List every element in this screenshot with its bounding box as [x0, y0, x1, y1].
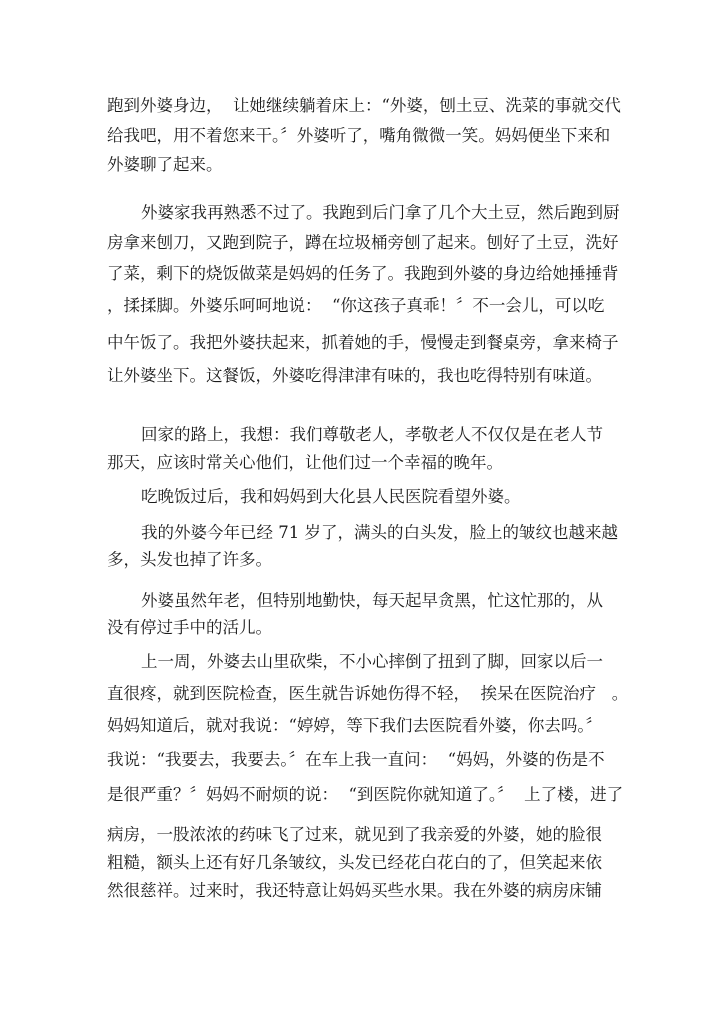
text-line: 妈妈知道后，就对我说：“婷婷，等下我们去医院看外婆，你去吗。〞: [107, 716, 603, 735]
text-line: 那天，应该时常关心他们，让他们过一个幸福的晚年。: [107, 453, 503, 472]
text-line: 我的外婆今年已经 71 岁了，满头的白头发，脸上的皱纹也越来越: [141, 523, 618, 542]
text-line: 我说：“我要去，我要去。〞在车上我一直问： “妈妈，外婆的伤是不: [107, 750, 605, 769]
text-line: 多，头发也掉了许多。: [107, 550, 272, 569]
text-line: 回家的路上，我想：我们尊敬老人，孝敬老人不仅仅是在老人节: [141, 425, 603, 444]
text-line: 外婆聊了起来。: [107, 155, 223, 174]
text-line: 上一周，外婆去山里砍柴，不小心摔倒了扭到了脚，回家以后一: [141, 652, 603, 671]
text-line: 中午饭了。我把外婆扶起来，抓着她的手，慢慢走到餐桌旁，拿来椅子: [107, 333, 619, 352]
text-line: 跑到外婆身边， 让她继续躺着床上：“外婆，刨土豆、洗菜的事就交代: [107, 96, 621, 115]
text-line: 了菜，剩下的烧饭做菜是妈妈的任务了。我跑到外婆的身边给她捶捶背: [107, 264, 619, 283]
text-line: 给我吧，用不着您来干。〞外婆听了，嘴角微微一笑。妈妈便坐下来和: [107, 126, 611, 145]
text-line: 然很慈祥。过来时，我还特意让妈妈买些水果。我在外婆的病房床铺: [107, 881, 602, 900]
text-line: ，揉揉脚。外婆乐呵呵地说： “你这孩子真乖！〞不一会儿，可以吃: [107, 296, 605, 315]
text-line: 让外婆坐下。这餐饭，外婆吃得津津有味的，我也吃得特别有味道。: [107, 366, 602, 385]
text-line: 是很严重？〞妈妈不耐烦的说： “到医院你就知道了。〞 上了楼，进了: [107, 785, 624, 804]
text-line: 直很疼，就到医院检查，医生就告诉她伤得不轻， 挨呆在医院治疗 。: [107, 684, 629, 703]
text-line: 外婆虽然年老，但特别地勤快，每天起早贪黑，忙这忙那的，从: [141, 591, 603, 610]
text-line: 吃晚饭过后，我和妈妈到大化县人民医院看望外婆。: [141, 487, 521, 506]
text-line: 粗糙，额头上还有好几条皱纹，头发已经花白花白的了，但笑起来依: [107, 853, 602, 872]
text-line: 病房，一股浓浓的药味飞了过来，就见到了我亲爱的外婆，她的脸很: [107, 825, 602, 844]
text-line: 外婆家我再熟悉不过了。我跑到后门拿了几个大土豆，然后跑到厨: [141, 203, 620, 222]
text-line: 房拿来刨刀，又跑到院子，蹲在垃圾桶旁刨了起来。刨好了土豆，洗好: [107, 233, 619, 252]
text-line: 没有停过手中的活儿。: [107, 618, 272, 637]
